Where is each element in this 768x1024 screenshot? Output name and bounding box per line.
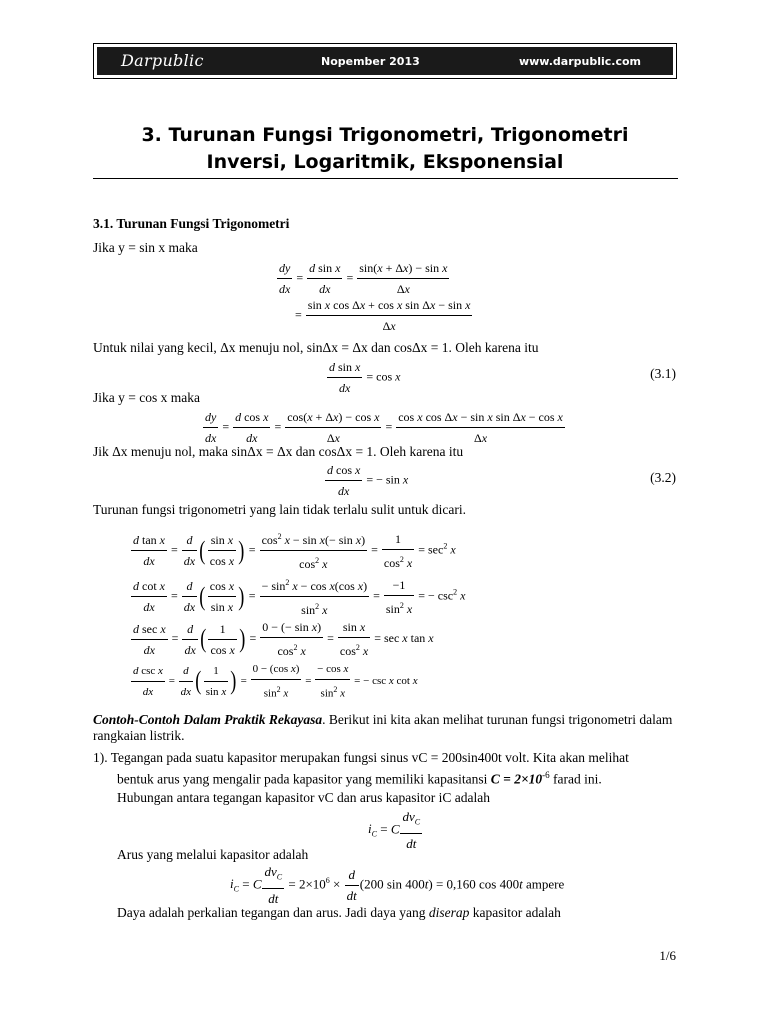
other-derivatives-text: Turunan fungsi trigonometri yang lain tidak terlalu sulit untuk dicari. <box>93 502 466 517</box>
jika-sin-text: Jika y = sin x maka <box>93 240 198 255</box>
header-url: www.darpublic.com <box>518 55 641 68</box>
page-number: 1/6 <box>659 948 676 963</box>
equation-tan-derivative: $\frac{\text{d tan x}}{dx}$ = $\frac{d}{dx}$ ( $\frac{\text{sin x}}{\text{cos x}}$ ) = $\frac{\cos^2 x - \sin x(- \sin x)}{\cos^2 x}$ = $\frac{1}{\cos^2 x}$ = $\sec^2 x$ <box>133 531 456 571</box>
current-text: Arus yang melalui kapasitor adalah <box>117 847 309 862</box>
equation-sin-derivative-line1: $\frac{dy}{dx}$ = $\frac{\text{d sin x}}{dx}$ = $\frac{\text{sin(x + Δx) − sin x}}{\Delta x}$ <box>279 261 448 296</box>
item1-line2-text: bentuk arus yang mengalir pada kapasitor yang memiliki kapasitansi <box>117 771 491 787</box>
chapter-title-line1: 3. Turunan Fungsi Trigonometri, Trigonometri <box>141 124 629 146</box>
equation-3-2: $\frac{\text{d cos x}}{dx}$ = − sin x <box>327 463 409 498</box>
power-text-start: Daya adalah perkalian tegangan dan arus. Jadi daya yang <box>117 905 429 920</box>
equation-csc-derivative: d csc x dx = $\frac{d}{dx}$ ( $\frac{1}{\text{sin x}}$ ) = $\frac{\text{0 − (cos x)}}{\sin^2 x}$ = $\frac{\text{− cos x}}{\sin^2 x}$ = − csc x cot x <box>133 663 418 700</box>
equation-cos-derivative: $\frac{dy}{dx}$ = $\frac{\text{d cos x}}{dx}$ = $\frac{\text{cos(x + Δx) − cos x}}{\Delta x}$ = $\frac{\text{cos x cos Δx − sin x sin Δx − cos x}}{\Delta x}$ <box>205 410 563 445</box>
item1-line1: 1). Tegangan pada suatu kapasitor merupakan fungsi sinus vC = 200sin400t volt. Kita akan melihat <box>93 750 629 765</box>
equation-sec-derivative: d sec x dx = $\frac{d}{dx}$ ( $\frac{1}{\text{cos x}}$ ) = $\frac{\text{0 − (− sin x)}}{\cos^2 x}$ = $\frac{\text{sin x}}{\cos^2 x}$ = sec x tan x <box>133 620 434 658</box>
limit-sin-text: Untuk nilai yang kecil, Δx menuju nol, sinΔx = Δx dan cosΔx = 1. Oleh karena itu <box>93 340 539 355</box>
example-intro: . Berikut ini kita akan melihat turunan fungsi trigonometri dalam rangkaian listrik. <box>93 712 673 743</box>
title-divider <box>93 178 678 179</box>
equation-3-1: $\frac{\text{d sin x}}{dx}$ = cos x <box>329 360 401 395</box>
running-header <box>93 43 677 79</box>
example-paragraph <box>93 712 677 744</box>
header-date: Nopember 2013 <box>321 55 420 68</box>
header-brand: Darpublic <box>121 51 204 70</box>
chapter-title-line2: Inversi, Logaritmik, Eksponensial <box>206 151 564 173</box>
jika-cos-text: Jika y = cos x maka <box>93 390 200 405</box>
chapter-title <box>93 122 677 176</box>
power-text-emphasis: diserap <box>428 905 470 920</box>
equation-sin-derivative-line2: = $\frac{\text{sin x cos Δx + cos x sin Δx − sin x}}{\Delta x}$ <box>295 298 471 333</box>
item1-line2-end: farad ini. <box>549 771 602 787</box>
equation-number-3-1: (3.1) <box>650 366 676 381</box>
capacitance-value: C = 2×10 <box>490 771 543 787</box>
power-text-end: kapasitor adalah <box>469 905 561 920</box>
header-bar <box>97 47 673 75</box>
equation-cot-derivative: $\frac{\text{d cot x}}{dx}$ = $\frac{d}{dx}$ ( $\frac{\text{cos x}}{\text{sin x}}$ ) = $\frac{- \sin^2 x - \cos x(\cos x)}{\sin^2 x}$ = $\frac{-1}{\sin^2 x}$ = − $\csc^2 x$ <box>133 577 466 617</box>
example-heading: Contoh-Contoh Dalam Praktik Rekayasa <box>93 712 323 727</box>
relation-text: Hubungan antara tegangan kapasitor vC dan arus kapasitor iC adalah <box>117 790 491 805</box>
limit-cos-text: Jik Δx menuju nol, maka sinΔx = Δx dan cosΔx = 1. Oleh karena itu <box>93 444 464 459</box>
capacitance-exponent: -6 <box>542 770 550 780</box>
equation-capacitor-current: $i_C = C$ $dv_C$ dt <box>368 809 421 851</box>
equation-current-result: $i_C = C$ $dv_C$ dt = $2\times 10^6$ × $\frac{d}{dt}$ (200 sin 400t) = 0,160 cos 400t ampere <box>230 864 565 906</box>
power-text <box>117 905 561 921</box>
item1-line2 <box>117 767 602 788</box>
equation-number-3-2: (3.2) <box>650 470 676 485</box>
section-heading: 3.1. Turunan Fungsi Trigonometri <box>93 216 290 231</box>
